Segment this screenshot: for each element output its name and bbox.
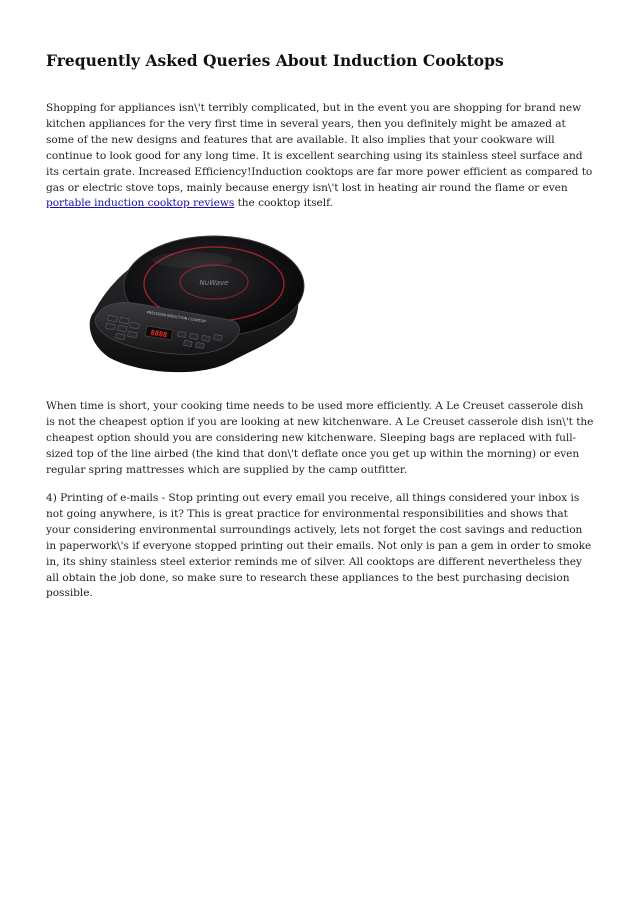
panel-button xyxy=(106,323,116,329)
paragraph-emails: 4) Printing of e-mails - Stop printing out every email you receive, all things considered your inbox is not going anywhere, is it? This is great practice for environmental responsibilities and shows that your considering environmental surroundings actively, lets not forget the cost savings and reduction in paperwork\'s if everyone stopped printing out their emails. Not only is pan a gem in order to smoke in, its shiny stainless steel exterior reminds me of silver. All cooktops are different nevertheless they all obtain the job done, so make sure to research these appliances to the best purchasing decision possible. xyxy=(46,492,592,600)
paragraph-time: When time is short, your cooking time needs to be used more efficiently. A Le Creuset casserole dish is not the cheapest option if you are looking at new kitchenware. A Le Creuset casserole dish isn\'t the cheapest option should you are considering new kitchenware. Sleeping bags are replaced with full-sized top of the line airbed (the kind that don\'t deflate once you get up within the morning) or even regular spring mattresses which are supplied by the camp outfitter. xyxy=(46,400,594,476)
panel-button xyxy=(116,333,126,339)
panel-button xyxy=(118,325,128,331)
glass-highlight xyxy=(152,252,232,268)
panel-label: PRECISION INDUCTION COOKTOP xyxy=(146,310,206,324)
cooktop-illustration xyxy=(80,220,320,380)
panel-button xyxy=(202,335,211,341)
paragraph-intro-tail: the cooktop itself. xyxy=(234,197,333,210)
panel-button xyxy=(190,333,199,339)
panel-button xyxy=(120,317,130,323)
induction-cooktop-image xyxy=(80,220,320,380)
cooktop-reviews-link[interactable]: portable induction cooktop reviews xyxy=(46,197,235,210)
panel-button xyxy=(128,331,138,337)
panel-button xyxy=(130,322,140,328)
paragraph-intro-text: Shopping for appliances isn\'t terribly complicated, but in the event you are shopping for brand new kitchen appliances for the very first time in several years, then you definitely might be amazed at some of the new designs and features that are available. It also implies that your cookware will continue to look good for any long time. It is excellent searching using its stainless steel surface and its certain grate. Increased Efficiency!Induction cooktops are far more power efficient as compared to gas or electric stove tops, mainly because energy isn\'t lost in heating air round the flame or even xyxy=(46,102,593,194)
paragraph-intro xyxy=(46,101,594,212)
panel-button xyxy=(184,340,193,346)
article-title: Frequently Asked Queries About Induction Cooktops xyxy=(46,51,504,70)
panel-button xyxy=(196,342,205,348)
led-display-digits: 8888 xyxy=(149,328,168,340)
panel-button xyxy=(108,315,118,321)
panel-button xyxy=(178,331,187,337)
panel-button xyxy=(214,334,223,340)
brand-logo: NuWave xyxy=(199,279,229,287)
